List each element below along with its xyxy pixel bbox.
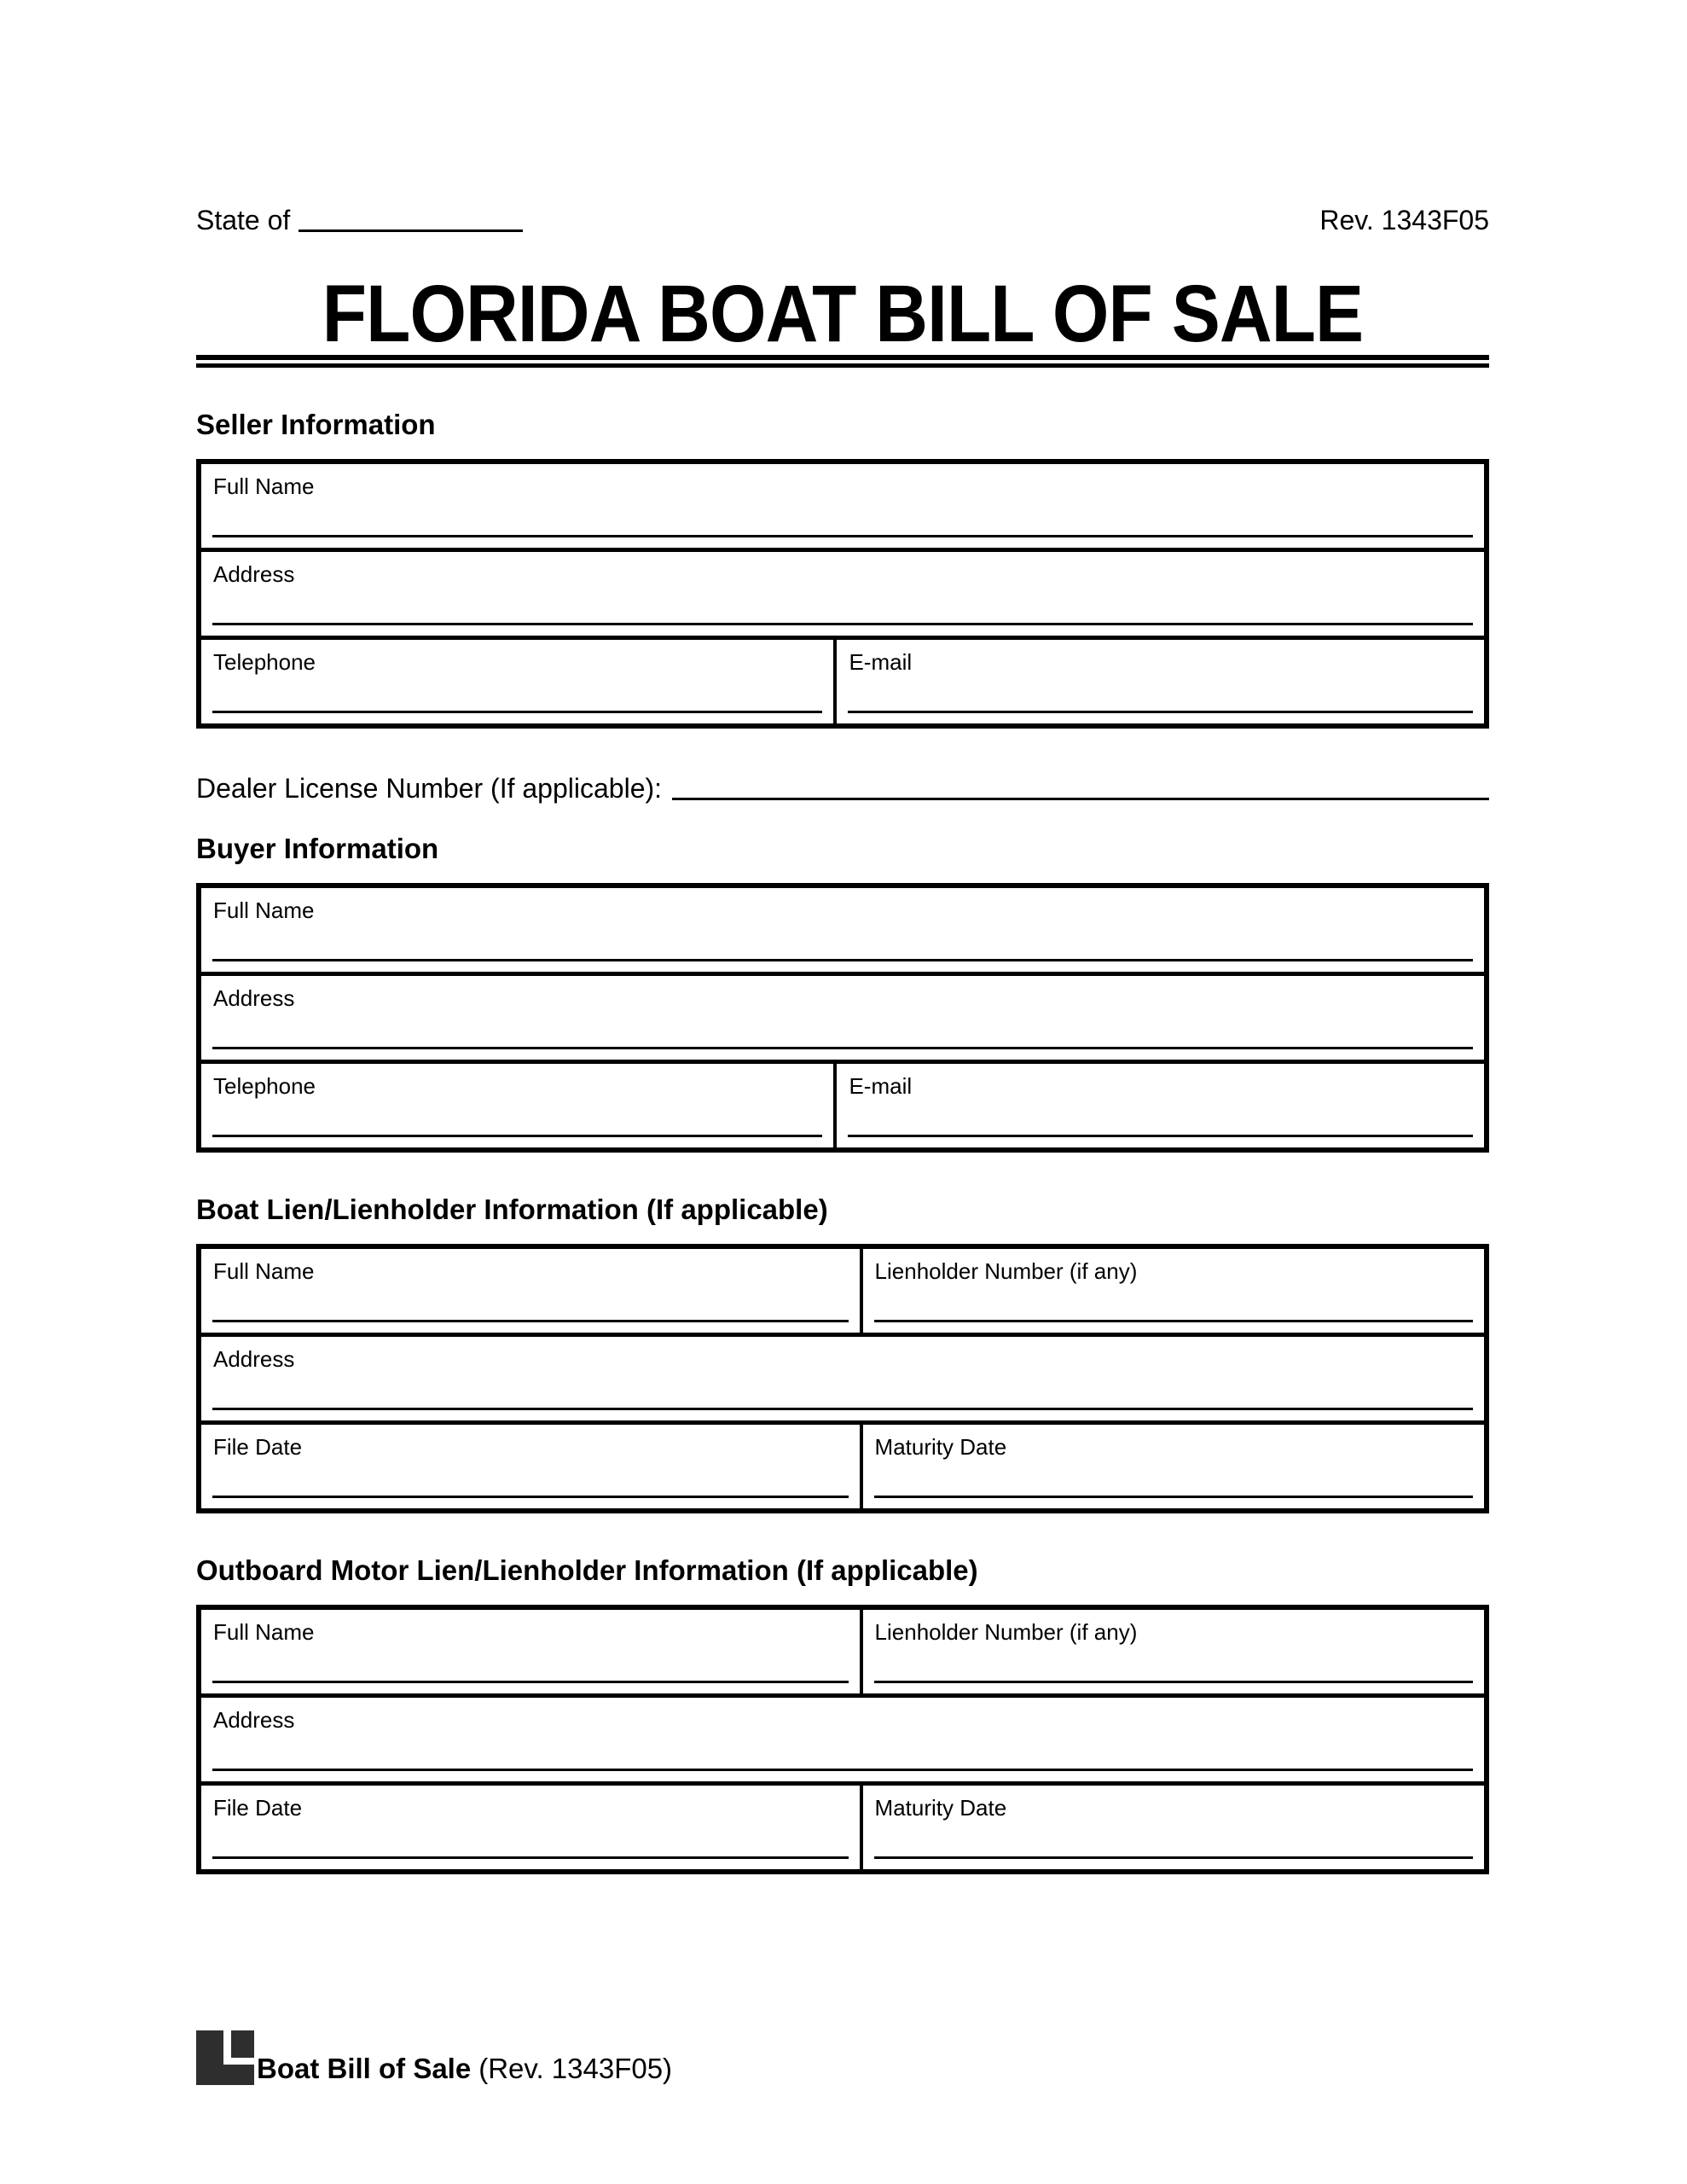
file-date-label: File Date [213, 1434, 303, 1460]
boat-lien-full-name-input-line[interactable] [212, 1320, 849, 1322]
full-name-label: Full Name [213, 473, 315, 499]
seller-email-cell [837, 640, 1484, 723]
buyer-full-name-cell [201, 888, 1484, 972]
motor-lien-full-name-input-line[interactable] [212, 1681, 849, 1683]
boat-lien-number-input-line[interactable] [874, 1320, 1473, 1322]
table-row [201, 1249, 1484, 1333]
logo-l-horizontal-stripe [223, 2058, 254, 2065]
footer-revision: (Rev. 1343F05) [478, 2053, 673, 2084]
buyer-full-name-input-line[interactable] [212, 959, 1473, 961]
telephone-label: Telephone [213, 649, 316, 675]
boat-lien-full-name-cell [201, 1249, 863, 1333]
seller-address-input-line[interactable] [212, 623, 1473, 625]
dealer-license-field [196, 771, 1489, 805]
seller-address-cell [201, 552, 1484, 636]
buyer-address-cell [201, 976, 1484, 1060]
buyer-section-heading: Buyer Information [196, 833, 439, 864]
title-wrap [196, 269, 1489, 359]
buyer-telephone-input-line[interactable] [212, 1135, 822, 1137]
seller-full-name-cell [201, 464, 1484, 548]
email-label: E-mail [849, 1073, 913, 1099]
motor-lien-file-date-cell [201, 1786, 863, 1869]
table-row [201, 972, 1484, 1060]
boat-lien-table [196, 1244, 1489, 1513]
dealer-license-label: Dealer License Number (If applicable): [196, 773, 663, 804]
legal-templates-logo-icon [196, 2030, 254, 2085]
table-row [201, 1693, 1484, 1781]
state-of-input-line[interactable] [299, 229, 523, 232]
lienholder-number-label: Lienholder Number (if any) [874, 1258, 1138, 1284]
boat-lien-address-input-line[interactable] [212, 1408, 1473, 1410]
motor-lien-file-date-input-line[interactable] [212, 1856, 849, 1859]
address-label: Address [213, 1707, 295, 1733]
footer [196, 2030, 1489, 2085]
seller-email-input-line[interactable] [848, 711, 1473, 713]
boat-lien-maturity-date-cell [863, 1425, 1484, 1508]
address-label: Address [213, 1346, 295, 1372]
boat-lien-file-date-input-line[interactable] [212, 1496, 849, 1498]
table-row [201, 1610, 1484, 1693]
address-label: Address [213, 561, 295, 587]
header-row [196, 203, 1489, 237]
seller-telephone-cell [201, 640, 837, 723]
seller-section-heading: Seller Information [196, 409, 436, 440]
table-row [201, 1781, 1484, 1869]
seller-full-name-input-line[interactable] [212, 535, 1473, 537]
email-label: E-mail [849, 649, 913, 675]
table-row [201, 888, 1484, 972]
boat-lien-address-cell [201, 1337, 1484, 1420]
footer-text [257, 2053, 672, 2085]
motor-lien-number-cell [863, 1610, 1484, 1693]
full-name-label: Full Name [213, 1619, 315, 1645]
lienholder-number-label: Lienholder Number (if any) [874, 1619, 1138, 1645]
address-label: Address [213, 985, 295, 1011]
document-title: FLORIDA BOAT BILL OF SALE [322, 269, 1364, 359]
buyer-address-input-line[interactable] [212, 1047, 1473, 1049]
maturity-date-label: Maturity Date [874, 1434, 1007, 1460]
full-name-label: Full Name [213, 1258, 315, 1284]
motor-lien-number-input-line[interactable] [874, 1681, 1473, 1683]
buyer-info-table [196, 883, 1489, 1153]
table-row [201, 1333, 1484, 1420]
table-row [201, 548, 1484, 636]
dealer-license-input-line[interactable] [672, 798, 1489, 800]
buyer-telephone-cell [201, 1064, 837, 1147]
buyer-email-cell [837, 1064, 1484, 1147]
motor-lien-full-name-cell [201, 1610, 863, 1693]
motor-lien-maturity-date-cell [863, 1786, 1484, 1869]
boat-lien-section-heading: Boat Lien/Lienholder Information (If applicable) [196, 1194, 828, 1225]
motor-lien-address-cell [201, 1698, 1484, 1781]
boat-lien-number-cell [863, 1249, 1484, 1333]
telephone-label: Telephone [213, 1073, 316, 1099]
boat-lien-maturity-date-input-line[interactable] [874, 1496, 1473, 1498]
state-of-label: State of [196, 205, 291, 235]
revision-label: Rev. 1343F05 [1319, 205, 1489, 235]
maturity-date-label: Maturity Date [874, 1795, 1007, 1821]
table-row [201, 464, 1484, 548]
motor-lien-table [196, 1605, 1489, 1874]
motor-lien-maturity-date-input-line[interactable] [874, 1856, 1473, 1859]
footer-doc-name: Boat Bill of Sale [257, 2053, 472, 2084]
table-row [201, 1060, 1484, 1147]
motor-lien-address-input-line[interactable] [212, 1769, 1473, 1771]
buyer-email-input-line[interactable] [848, 1135, 1473, 1137]
file-date-label: File Date [213, 1795, 303, 1821]
table-row [201, 636, 1484, 723]
table-row [201, 1420, 1484, 1508]
state-of-field [196, 203, 523, 237]
boat-lien-file-date-cell [201, 1425, 863, 1508]
seller-telephone-input-line[interactable] [212, 711, 822, 713]
full-name-label: Full Name [213, 897, 315, 923]
seller-info-table [196, 459, 1489, 729]
motor-lien-section-heading: Outboard Motor Lien/Lienholder Information (If applicable) [196, 1554, 978, 1586]
